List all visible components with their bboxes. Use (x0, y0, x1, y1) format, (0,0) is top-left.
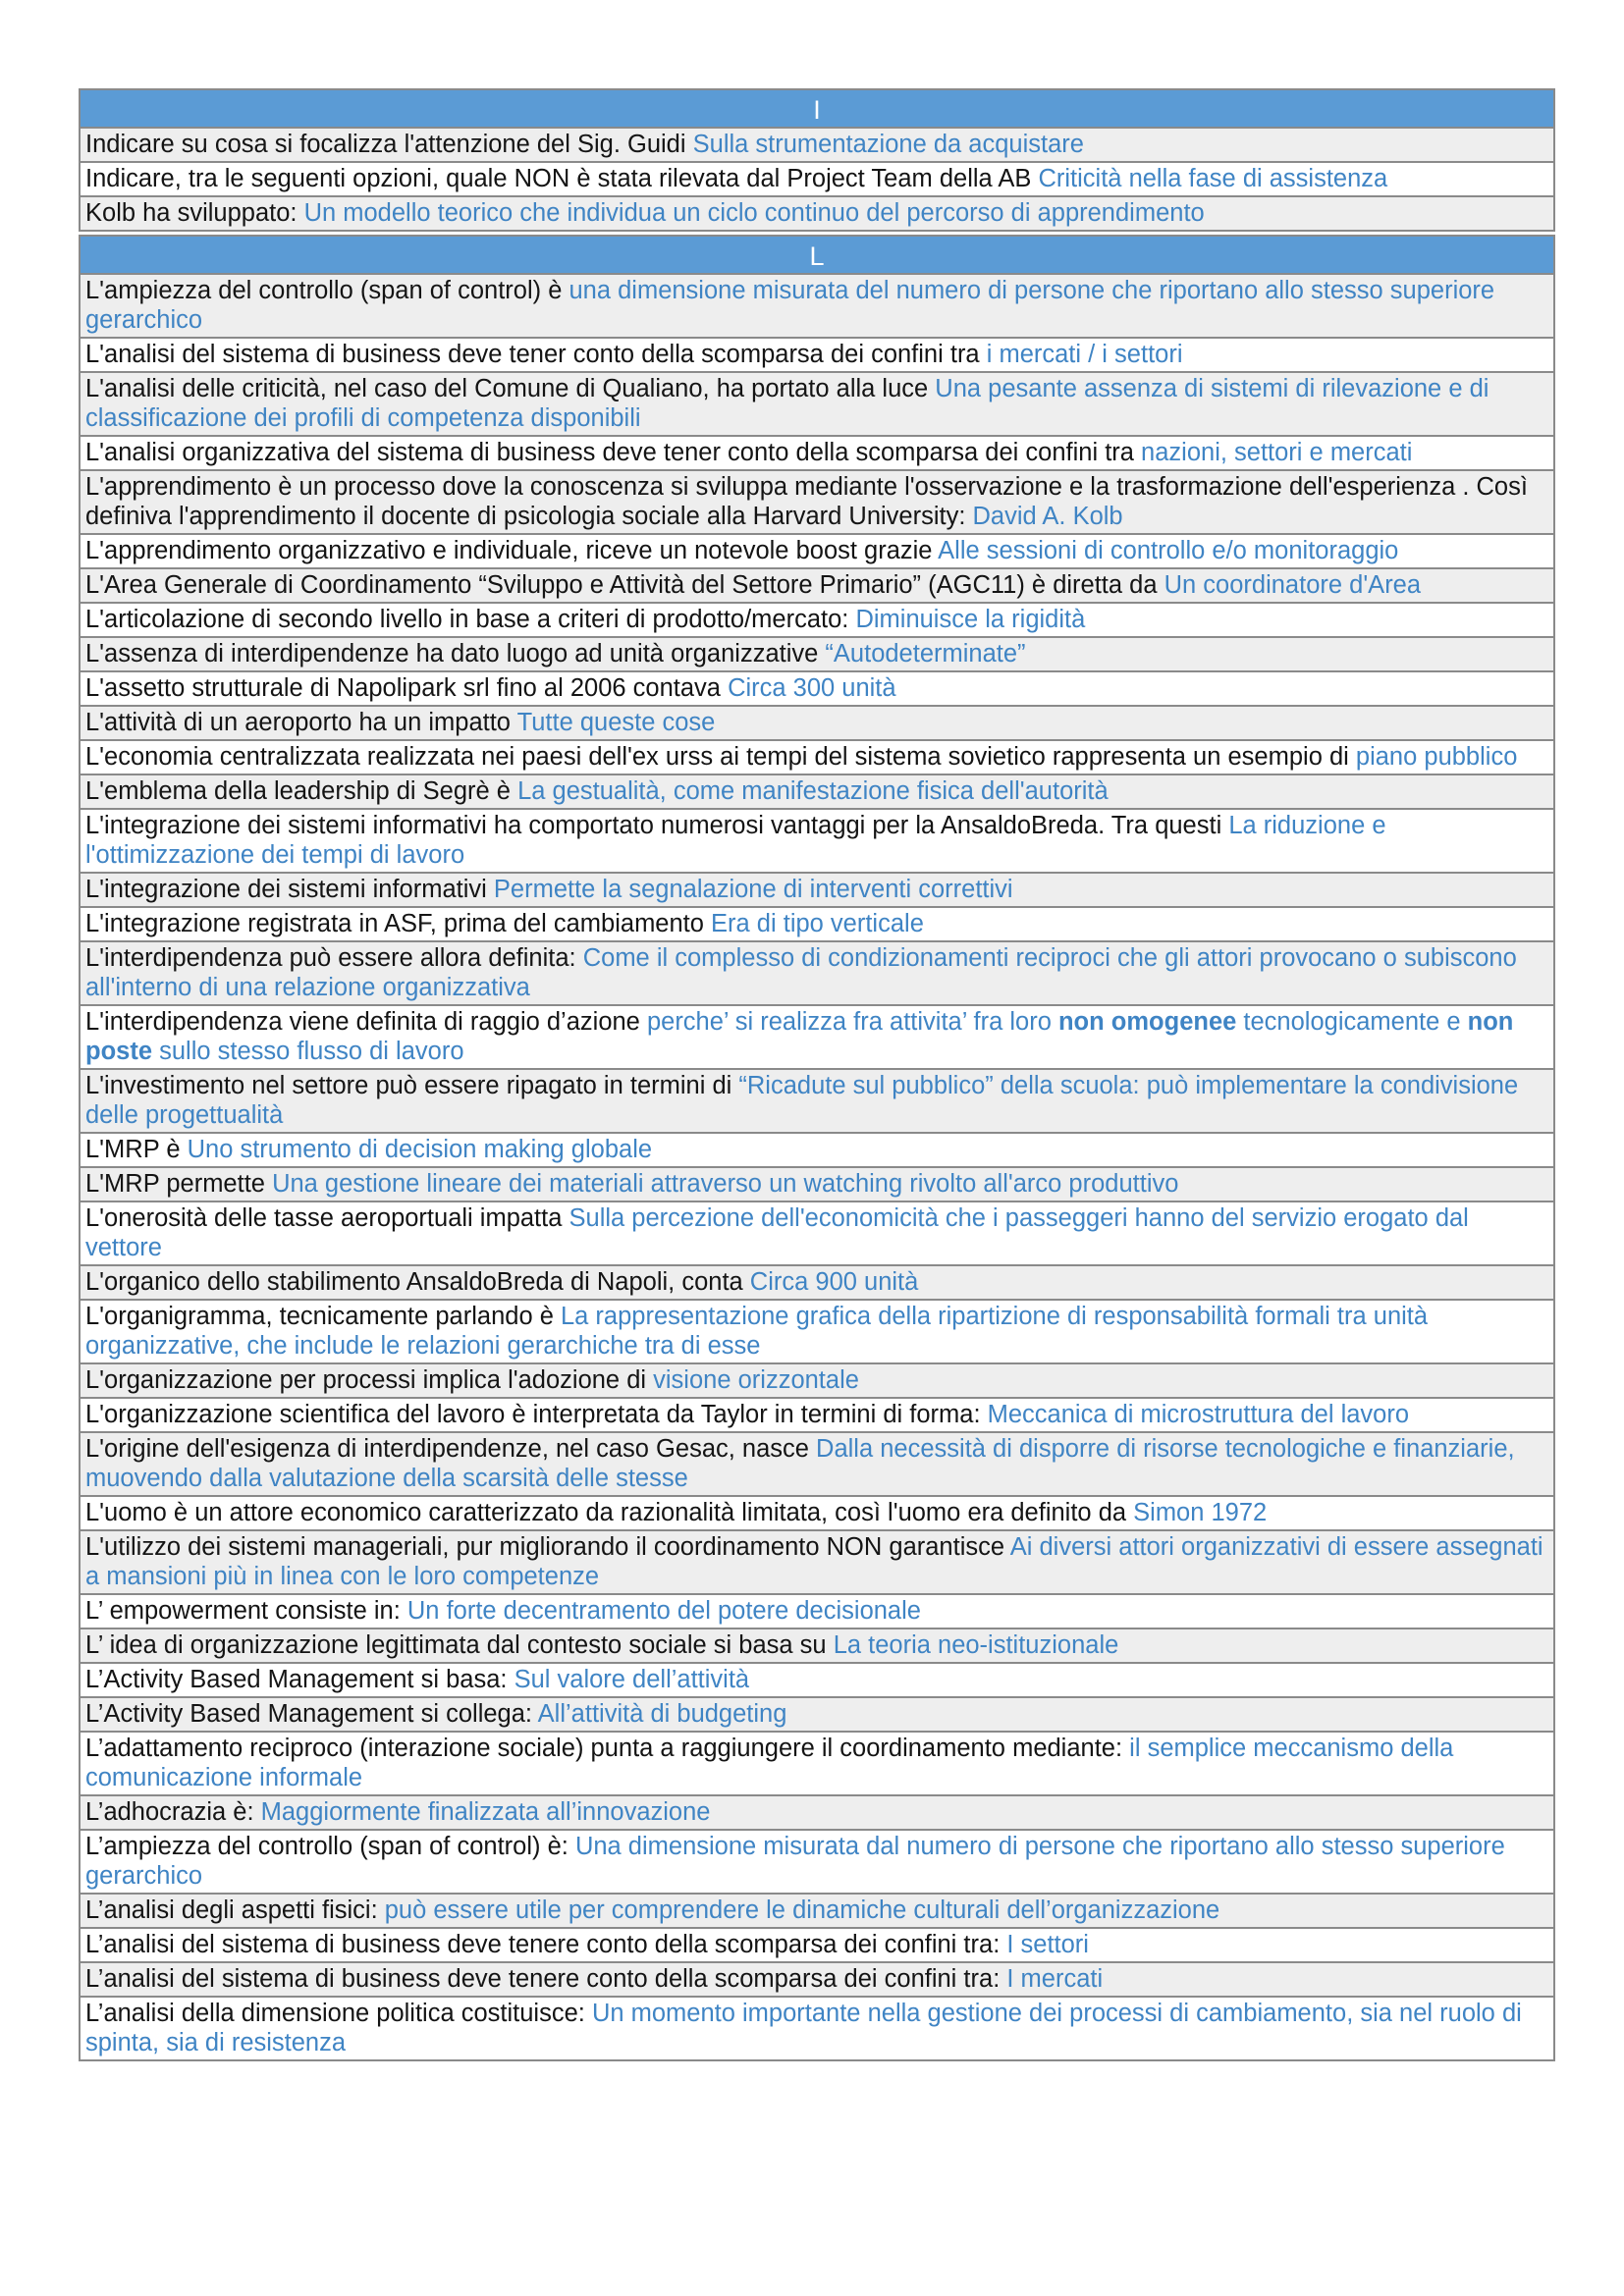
answer-emphasis: non poste (85, 1008, 1514, 1065)
answer-text: David A. Kolb (972, 503, 1123, 530)
qa-cell (80, 1069, 1554, 1133)
qa-table-body (80, 89, 1554, 2060)
qa-cell (80, 671, 1554, 706)
qa-row (80, 1069, 1554, 1133)
qa-cell (80, 274, 1554, 338)
qa-cell (80, 1629, 1554, 1663)
answer-text: Un modello teorico che individua un ciclo continuo del percorso di apprendimento (303, 199, 1205, 227)
qa-cell (80, 436, 1554, 470)
qa-cell (80, 1594, 1554, 1629)
qa-cell (80, 1300, 1554, 1363)
qa-row (80, 568, 1554, 603)
answer-text: visione orizzontale (653, 1366, 859, 1394)
qa-row (80, 907, 1554, 941)
question-text: L'investimento nel settore può essere ripagato in termini di (85, 1072, 739, 1099)
question-text: L’Activity Based Management si collega: (85, 1700, 538, 1728)
qa-row (80, 436, 1554, 470)
question-text: L’ empowerment consiste in: (85, 1597, 407, 1625)
question-text: L'MRP è (85, 1136, 188, 1163)
qa-cell (80, 774, 1554, 809)
question-text: Indicare su cosa si focalizza l'attenzione del Sig. Guidi (85, 131, 693, 158)
answer-fragment: perche’ si realizza fra attivita’ fra loro (646, 1008, 1058, 1036)
answer-text: Maggiormente finalizzata all’innovazione (260, 1798, 711, 1826)
qa-row (80, 809, 1554, 873)
qa-cell (80, 372, 1554, 436)
question-text: L’ampiezza del controllo (span of control) è: (85, 1833, 575, 1860)
qa-row (80, 740, 1554, 774)
question-text: L'integrazione dei sistemi informativi (85, 876, 494, 903)
question-text: L'economia centralizzata realizzata nei paesi dell'ex urss ai tempi del sistema sovietico rappresenta un esempio di (85, 743, 1356, 771)
question-text: L'analisi organizzativa del sistema di business deve tener conto della scomparsa dei confini tra (85, 439, 1142, 466)
question-text: L'Area Generale di Coordinamento “Sviluppo e Attività del Settore Primario” (AGC11) è diretta da (85, 571, 1164, 599)
question-text: L'apprendimento è un processo dove la conoscenza si sviluppa mediante l'osservazione e la trasformazione dell'esperienza . Così definiva l'apprendimento il docente di psicologia sociale alla Harvard University: (85, 473, 1528, 530)
qa-row (80, 1894, 1554, 1928)
qa-row (80, 1201, 1554, 1265)
qa-row (80, 637, 1554, 671)
qa-cell (80, 470, 1554, 534)
question-text: L’analisi del sistema di business deve tenere conto della scomparsa dei confini tra: (85, 1965, 1007, 1993)
question-text: L’analisi degli aspetti fisici: (85, 1896, 385, 1924)
answer-text: Un coordinatore d'Area (1164, 571, 1422, 599)
answer-text: una dimensione misurata del numero di persone che riportano allo stesso superiore gerarchico (85, 277, 1495, 334)
qa-cell (80, 740, 1554, 774)
qa-row (80, 1530, 1554, 1594)
qa-cell (80, 941, 1554, 1005)
answer-text: Circa 300 unità (728, 674, 896, 702)
answer-text: Dalla necessità di disporre di risorse tecnologiche e finanziarie, muovendo dalla valutazione della scarsità delle stesse (85, 1435, 1515, 1492)
question-text: L'analisi delle criticità, nel caso del Comune di Qualiano, ha portato alla luce (85, 375, 936, 402)
answer-text: “Autodeterminate” (825, 640, 1026, 667)
answer-text: Criticità nella fase di assistenza (1038, 165, 1388, 192)
qa-cell (80, 603, 1554, 637)
qa-cell (80, 1928, 1554, 1962)
qa-cell (80, 706, 1554, 740)
answer-text: Sulla strumentazione da acquistare (692, 131, 1084, 158)
answer-text: Un forte decentramento del potere decisionale (406, 1597, 921, 1625)
question-text: L'interdipendenza può essere allora definita: (85, 944, 583, 972)
question-text: L'assetto strutturale di Napolipark srl fino al 2006 contava (85, 674, 729, 702)
qa-cell (80, 637, 1554, 671)
section-header (80, 236, 1554, 274)
qa-cell (80, 1732, 1554, 1795)
qa-cell (80, 162, 1554, 196)
question-text: L’Activity Based Management si basa: (85, 1666, 514, 1693)
qa-row (80, 1133, 1554, 1167)
question-text: L'origine dell'esigenza di interdipendenze, nel caso Gesac, nasce (85, 1435, 817, 1463)
qa-row (80, 1496, 1554, 1530)
qa-row (80, 873, 1554, 907)
qa-row (80, 774, 1554, 809)
answer-text: La gestualità, come manifestazione fisica dell'autorità (517, 777, 1109, 805)
answer-text: Come il complesso di condizionamenti reciproci che gli attori provocano o subiscono all'interno di una relazione organizzativa (85, 944, 1517, 1001)
qa-row (80, 1300, 1554, 1363)
question-text: L'integrazione registrata in ASF, prima del cambiamento (85, 910, 712, 937)
qa-cell (80, 1496, 1554, 1530)
qa-table (79, 88, 1555, 2061)
answer-text: Una pesante assenza di sistemi di rilevazione e di classificazione dei profili di competenza disponibili (85, 375, 1489, 432)
qa-row (80, 1363, 1554, 1398)
question-text: L'ampiezza del controllo (span of control) è (85, 277, 569, 304)
qa-cell (80, 1894, 1554, 1928)
qa-row (80, 1962, 1554, 1997)
qa-row (80, 1005, 1554, 1069)
question-text: L’analisi della dimensione politica costituisce: (85, 2000, 592, 2027)
answer-text: Diminuisce la rigidità (855, 606, 1086, 633)
qa-cell (80, 907, 1554, 941)
answer-text: piano pubblico (1355, 743, 1518, 771)
qa-row (80, 1265, 1554, 1300)
qa-row (80, 1594, 1554, 1629)
question-text: L'organico dello stabilimento AnsaldoBreda di Napoli, conta (85, 1268, 750, 1296)
question-text: L'articolazione di secondo livello in base a criteri di prodotto/mercato: (85, 606, 856, 633)
qa-cell (80, 1363, 1554, 1398)
qa-row (80, 372, 1554, 436)
section-header (80, 89, 1554, 128)
qa-cell (80, 1697, 1554, 1732)
answer-fragment: sullo stesso flusso di lavoro (152, 1038, 464, 1065)
qa-sheet (79, 88, 1555, 2061)
qa-row (80, 274, 1554, 338)
answer-text: il semplice meccanismo della comunicazione informale (85, 1735, 1454, 1791)
question-text: L'assenza di interdipendenze ha dato luogo ad unità organizzative (85, 640, 826, 667)
answer-text: Tutte queste cose (516, 709, 716, 736)
answer-text: Era di tipo verticale (711, 910, 924, 937)
question-text: L’adhocrazia è: (85, 1798, 261, 1826)
qa-row (80, 470, 1554, 534)
question-text: L'integrazione dei sistemi informativi ha comportato numerosi vantaggi per la AnsaldoBreda. Tra questi (85, 812, 1229, 839)
qa-row (80, 1795, 1554, 1830)
question-text: L'organizzazione per processi implica l'adozione di (85, 1366, 654, 1394)
qa-row (80, 1830, 1554, 1894)
section-letter: I (80, 89, 1554, 128)
qa-cell (80, 1530, 1554, 1594)
question-text: L'MRP permette (85, 1170, 273, 1198)
qa-row (80, 196, 1554, 231)
qa-row (80, 1398, 1554, 1432)
question-text: L'analisi del sistema di business deve tener conto della scomparsa dei confini tra (85, 341, 987, 368)
qa-row (80, 1629, 1554, 1663)
qa-cell (80, 1962, 1554, 1997)
qa-cell (80, 809, 1554, 873)
question-text: L'utilizzo dei sistemi manageriali, pur migliorando il coordinamento NON garantisce (85, 1533, 1010, 1561)
qa-cell (80, 1663, 1554, 1697)
qa-row (80, 671, 1554, 706)
question-text: L'onerosità delle tasse aeroportuali impatta (85, 1204, 569, 1232)
qa-cell (80, 1265, 1554, 1300)
question-text: L’analisi del sistema di business deve tenere conto della scomparsa dei confini tra: (85, 1931, 1007, 1958)
answer-text: Uno strumento di decision making globale (187, 1136, 653, 1163)
answer-text: Una dimensione misurata dal numero di persone che riportano allo stesso superiore gerarchico (85, 1833, 1505, 1890)
question-text: L'interdipendenza viene definita di raggio d’azione (85, 1008, 647, 1036)
question-text: L'uomo è un attore economico caratterizzato da razionalità limitata, così l'uomo era definito da (85, 1499, 1134, 1526)
qa-cell (80, 568, 1554, 603)
answer-text: Meccanica di microstruttura del lavoro (987, 1401, 1410, 1428)
section-letter: L (80, 236, 1554, 274)
answer-text: Alle sessioni di controllo e/o monitoraggio (938, 537, 1399, 564)
qa-cell (80, 1432, 1554, 1496)
answer-text: Simon 1972 (1133, 1499, 1268, 1526)
answer-emphasis: non omogenee (1057, 1008, 1237, 1036)
qa-cell (80, 1830, 1554, 1894)
qa-cell (80, 128, 1554, 162)
qa-cell (80, 1795, 1554, 1830)
answer-text: Permette la segnalazione di interventi correttivi (493, 876, 1013, 903)
question-text: L’adattamento reciproco (interazione sociale) punta a raggiungere il coordinamento mediante: (85, 1735, 1130, 1762)
qa-row (80, 1928, 1554, 1962)
qa-cell (80, 338, 1554, 372)
qa-cell (80, 873, 1554, 907)
question-text: L'organizzazione scientifica del lavoro è interpretata da Taylor in termini di forma: (85, 1401, 988, 1428)
question-text: L'organigramma, tecnicamente parlando è (85, 1303, 561, 1330)
qa-cell (80, 1398, 1554, 1432)
answer-text: Sulla percezione dell'economicità che i passeggeri hanno del servizio erogato dal vettore (85, 1204, 1469, 1261)
qa-row (80, 338, 1554, 372)
question-text: L'attività di un aeroporto ha un impatto (85, 709, 517, 736)
answer-text: i mercati / i settori (986, 341, 1183, 368)
qa-row (80, 1663, 1554, 1697)
qa-row (80, 706, 1554, 740)
qa-row (80, 1732, 1554, 1795)
qa-row (80, 603, 1554, 637)
answer-text: Circa 900 unità (749, 1268, 919, 1296)
qa-row (80, 1432, 1554, 1496)
answer-text: Ai diversi attori organizzativi di essere assegnati a mansioni più in linea con le loro competenze (85, 1533, 1543, 1590)
qa-row (80, 941, 1554, 1005)
question-text: Indicare, tra le seguenti opzioni, quale NON è stata rilevata dal Project Team della AB (85, 165, 1039, 192)
answer-text: nazioni, settori e mercati (1141, 439, 1413, 466)
answer-text: Un momento importante nella gestione dei processi di cambiamento, sia nel ruolo di spinta, sia di resistenza (85, 2000, 1522, 2056)
answer-text: “Ricadute sul pubblico” della scuola: può implementare la condivisione delle progettualità (85, 1072, 1519, 1129)
question-text: Kolb ha sviluppato: (85, 199, 304, 227)
question-text: L’ idea di organizzazione legittimata dal contesto sociale si basa su (85, 1631, 834, 1659)
answer-fragment: tecnologicamente e (1236, 1008, 1468, 1036)
qa-cell (80, 1997, 1554, 2060)
answer-text: I mercati (1006, 1965, 1104, 1993)
answer-text: Sul valore dell’attività (514, 1666, 750, 1693)
answer-text: I settori (1006, 1931, 1089, 1958)
qa-cell (80, 534, 1554, 568)
answer-text: La teoria neo-istituzionale (833, 1631, 1119, 1659)
qa-cell (80, 196, 1554, 231)
qa-row (80, 1167, 1554, 1201)
qa-row (80, 1997, 1554, 2060)
qa-cell (80, 1133, 1554, 1167)
qa-row (80, 162, 1554, 196)
question-text: L'emblema della leadership di Segrè è (85, 777, 518, 805)
answer-text: può essere utile per comprendere le dinamiche culturali dell’organizzazione (384, 1896, 1220, 1924)
question-text: L'apprendimento organizzativo e individuale, riceve un notevole boost grazie (85, 537, 939, 564)
qa-cell (80, 1201, 1554, 1265)
answer-text: Una gestione lineare dei materiali attraverso un watching rivolto all'arco produttivo (272, 1170, 1179, 1198)
qa-row (80, 128, 1554, 162)
qa-row (80, 534, 1554, 568)
qa-row (80, 1697, 1554, 1732)
answer-text: La rappresentazione grafica della ripartizione di responsabilità formali tra unità organizzative, che include le relazioni gerarchiche tra di esse (85, 1303, 1429, 1360)
answer-text: La riduzione e l'ottimizzazione dei tempi di lavoro (85, 812, 1386, 869)
qa-cell (80, 1005, 1554, 1069)
qa-cell (80, 1167, 1554, 1201)
answer-text: All’attività di budgeting (537, 1700, 787, 1728)
